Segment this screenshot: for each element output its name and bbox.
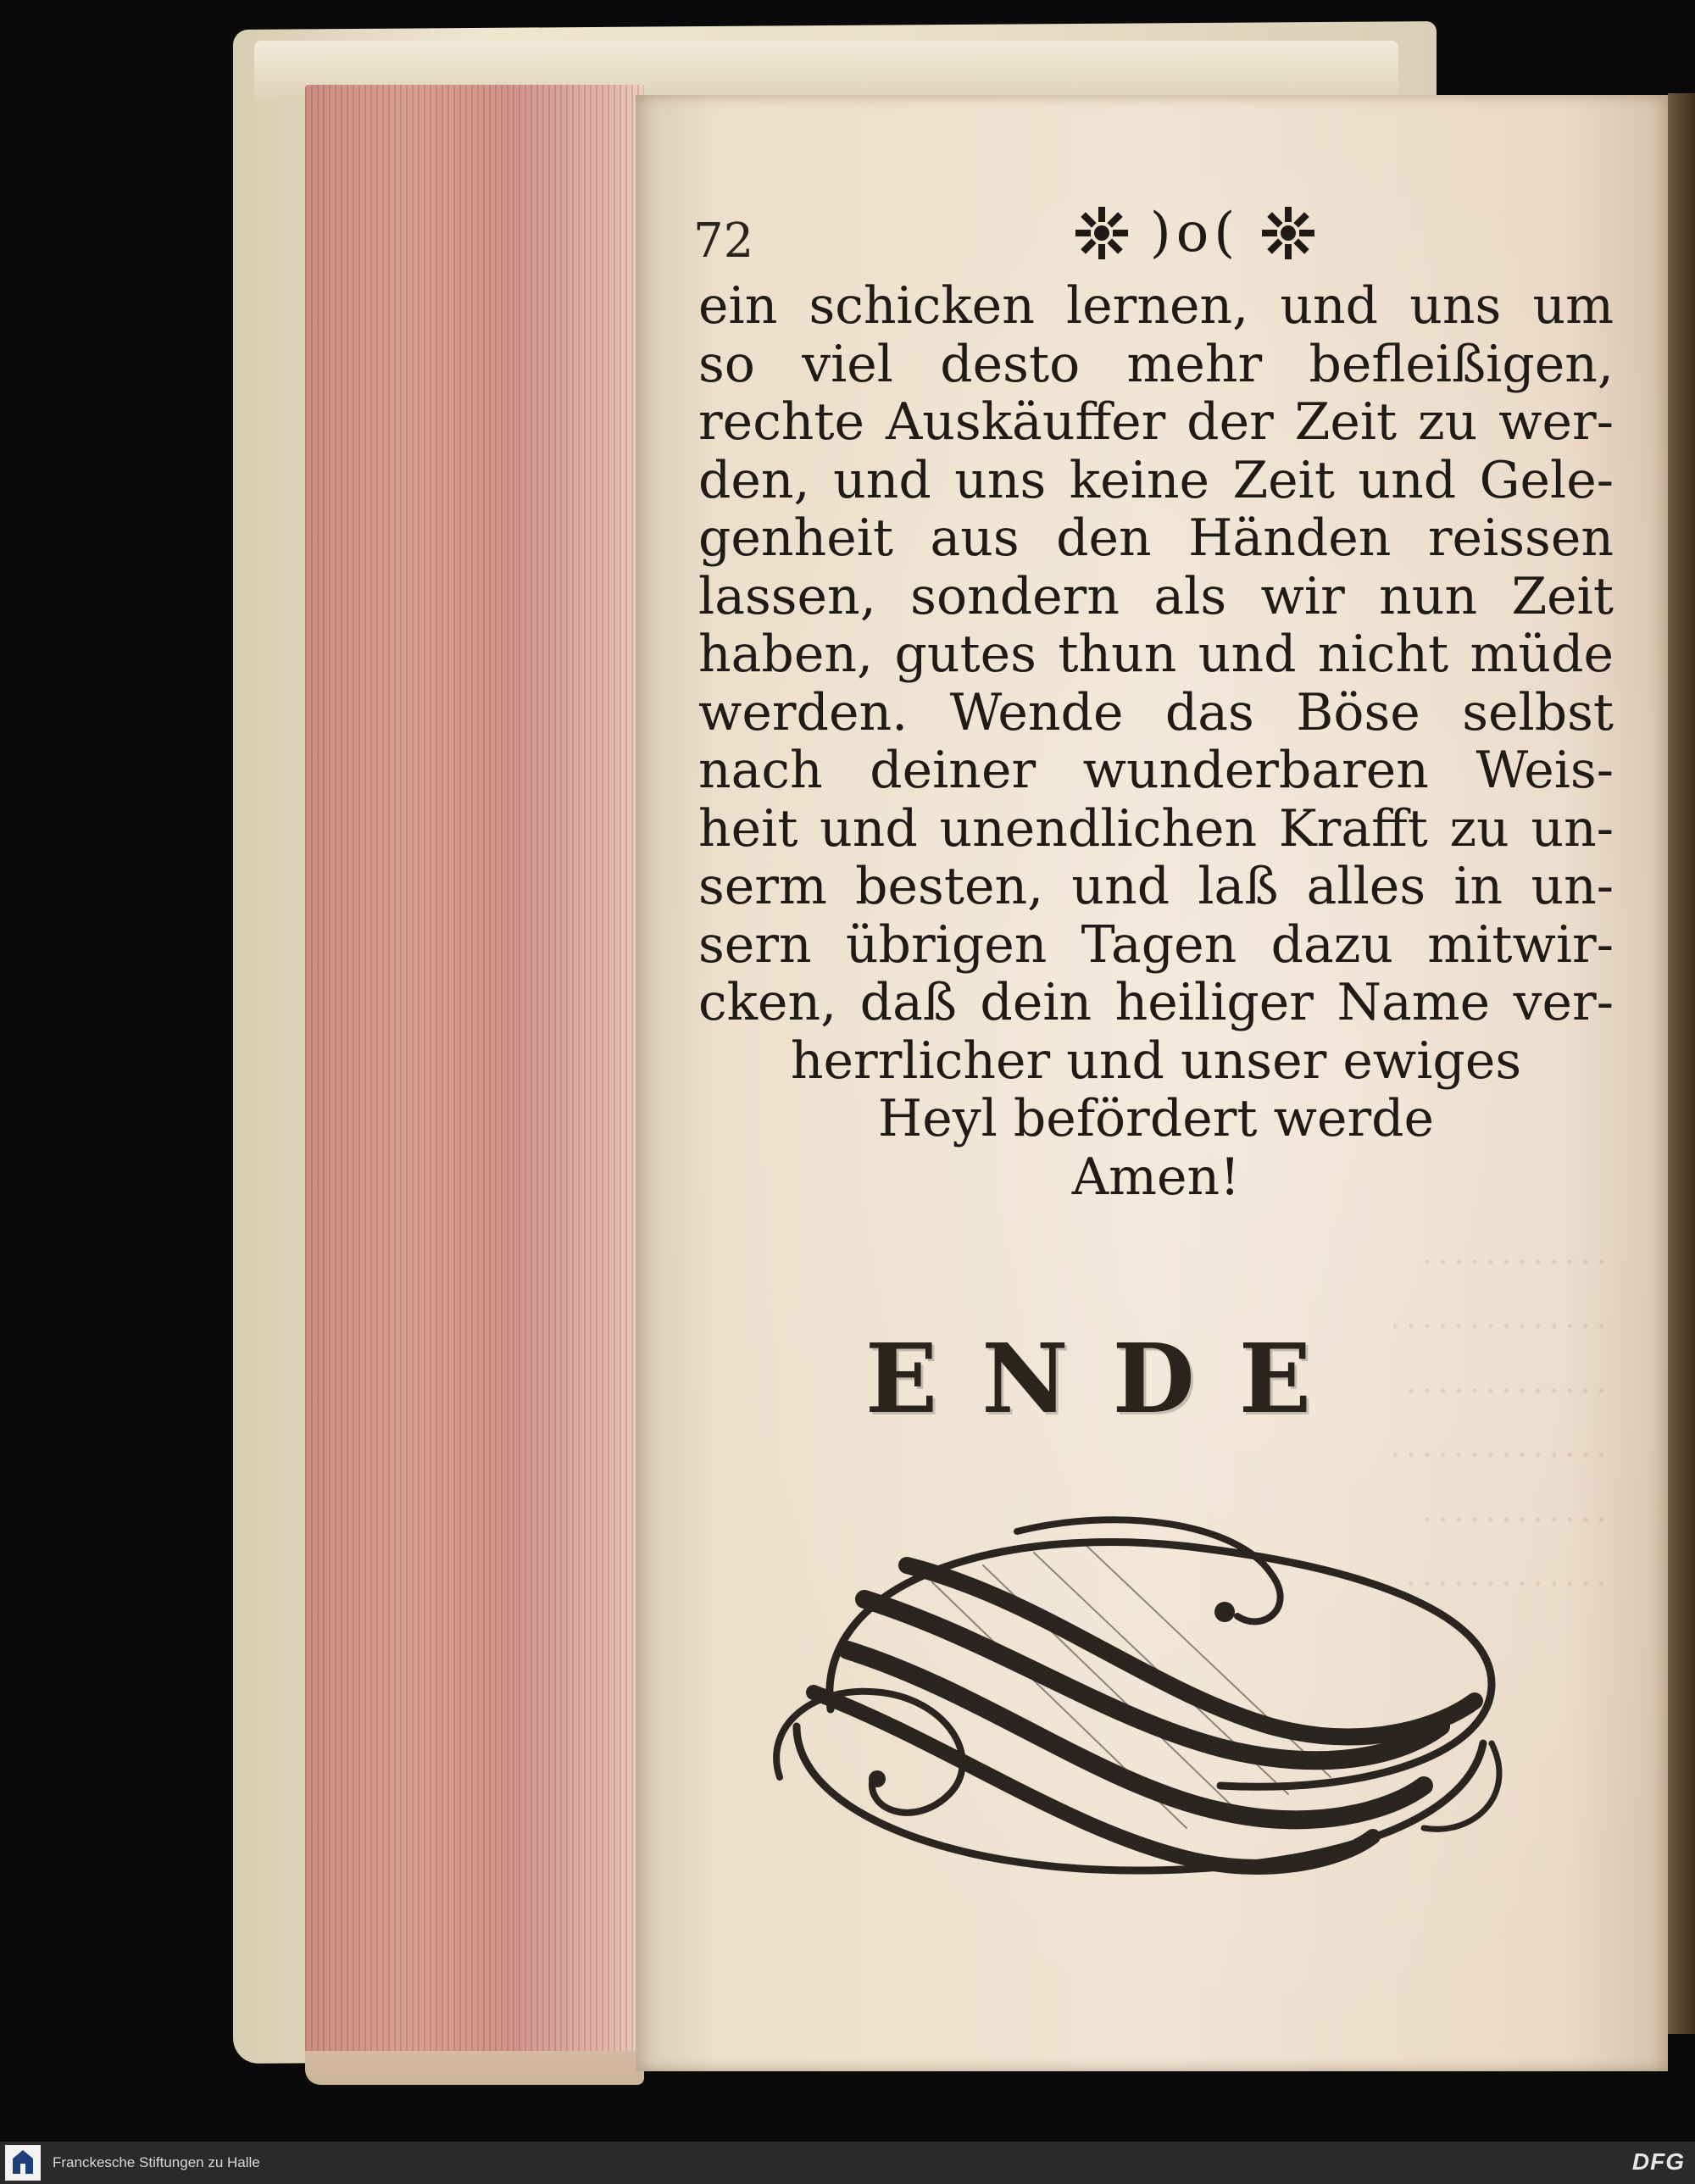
red-page-edges <box>305 85 644 2059</box>
centered-text-line: Amen! <box>1071 1147 1241 1207</box>
orphanage-building-icon <box>10 2148 36 2177</box>
viewer-footer <box>0 2142 1695 2184</box>
text-line: serm besten, und laß alles in un- <box>698 857 1614 916</box>
text-line: werden. Wende das Böse selbst <box>698 682 1614 742</box>
header-ornament-text: )o( <box>1149 202 1241 264</box>
dfg-logo: DFG <box>1631 2148 1685 2175</box>
text-line: ein schicken lernen, und uns um <box>698 276 1614 336</box>
text-line: rechte Auskäuffer der Zeit zu wer- <box>698 392 1614 452</box>
rosette-icon <box>1072 203 1131 263</box>
text-line: genheit aus den Händen reissen <box>698 508 1614 568</box>
text-line: lassen, sondern als wir nun Zeit <box>698 566 1614 626</box>
text-line: nach deiner wunderbaren Weis- <box>698 741 1614 800</box>
centered-text-line: Heyl befördert werde <box>877 1089 1435 1148</box>
rosette-icon <box>1259 203 1318 263</box>
facing-page-edge <box>1668 93 1695 2034</box>
calligraphic-flourish <box>763 1472 1526 1904</box>
text-line: den, und uns keine Zeit und Gele- <box>698 450 1614 510</box>
institution-logo-icon <box>5 2145 41 2181</box>
text-line: heit und unendlichen Krafft zu un- <box>698 798 1614 859</box>
institution-name: Franckesche Stiftungen zu Halle <box>53 2154 260 2170</box>
ende-heading: ENDE <box>864 1324 1356 1435</box>
prayer-text <box>698 277 1614 1206</box>
page-number: 72 <box>693 214 754 269</box>
header-ornament <box>1051 195 1339 271</box>
text-line: sern übrigen Tagen dazu mitwir- <box>698 914 1614 975</box>
text-line: so viel desto mehr befleißigen, <box>698 334 1614 394</box>
bleed-through-texture: ············ ·············· ············· ·············· ············ ············· <box>1384 1243 1607 1604</box>
text-line: cken, daß dein heiliger Name ver- <box>698 973 1614 1032</box>
text-line: haben, gutes thun und nicht müde <box>698 625 1614 684</box>
centered-text-line: herrlicher und unser ewiges <box>790 1031 1522 1091</box>
printed-page <box>636 95 1668 2071</box>
